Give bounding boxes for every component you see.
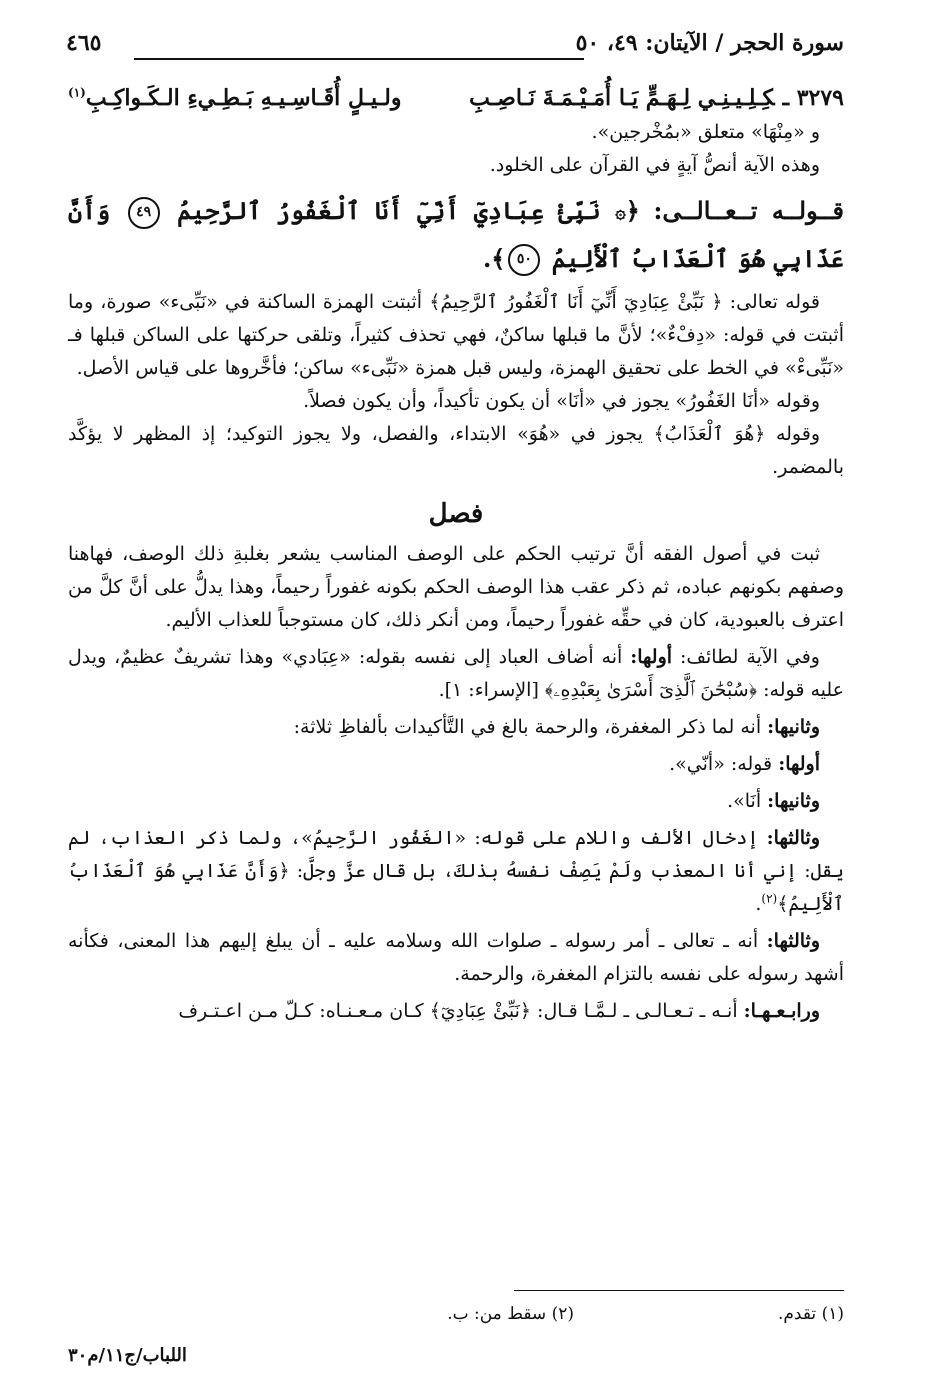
footnote-ref: (٢) (761, 891, 778, 906)
running-header (68, 28, 844, 68)
rub-el-hizb-icon: ۞ (615, 201, 626, 223)
paragraph: وقوله «أنَا الغَفُورُ» يجوز في «أنَا» أن يكون تأكيداً، وأن يكون فصلاً. (303, 389, 820, 412)
paragraph: وهذه الآية أنصُّ آيةٍ في القرآن على الخلود. (489, 154, 820, 176)
page-number: ٤٦٥ (66, 30, 102, 56)
quran-verse-49: نَبِّئْ عِبَادِيٓ أَنِّيٓ أَنَا ٱلْغَفُورُ ٱلرَّحِيمُ (177, 196, 601, 225)
book-page (66, 28, 845, 1366)
poetry-verse (68, 80, 844, 116)
paragraph: وثانيها: أنَا». (727, 789, 820, 812)
verse-number: ٣٢٧٩ ـ (782, 85, 844, 111)
paragraph: وفي الآية لطائف: أولها: أنه أضاف العباد إلى نفسه بقوله: «عِبَادي» وهذا تشريفٌ عظيمٌ، ويدل عليه قوله: ﴿سُبْحَٰنَ ٱلَّذِىٓ أَسْرَىٰ بِعَبْدِهِۦ﴾ [الإسراء: ١]. (68, 645, 844, 701)
ayah-number-50: ٥٠ (508, 244, 540, 276)
quran-verse-50: وَأَنَّ عَذَابِي هُوَ ٱلْعَذَابُ ٱلْأَلِيمُ (68, 196, 844, 273)
paragraph: ثبت في أصول الفقه أنَّ ترتيب الحكم على الوصف المناسب يشعر بغلبةِ ذلك الوصف، فهاهنا وصفهم بكونهم عباده، ثم ذكر عقب هذا الوصف الحكم بكونه غفوراً رحيماً، وهذا يدلُّ على أنَّ كلَّ من اعترف بالعبودية، كان في حقِّه غفوراً رحيماً، ومن أنكر ذلك، كان مستوجباً للعذاب الأليم. (68, 542, 844, 631)
paragraph: ورابـعـهـا: أنـه ـ تـعـالـى ـ لـمَّـا قـال: ﴿نَبِّئْ عِبَادِيٓ﴾ كـان مـعـنـاه: كـلّ مـن اعـتـرف (178, 999, 820, 1022)
footnote-separator (514, 1290, 844, 1291)
footnote-ref: (١) (68, 85, 86, 100)
verse-second-hemistich: ولـيـلٍ أُقَـاسِـيـهِ بَـطِـيءِ الـكَـواكِـبِ$^{(١)}$ (68, 85, 402, 111)
paragraph: وثالثها: أنه ـ تعالى ـ أمر رسوله ـ صلوات الله وسلامه عليه ـ أن يبلغ إليهم هذا المعنى، فكأنه أشهد رسوله على نفسه بالتزام المغفرة، والرحمة. (68, 929, 844, 985)
footnote-2: (٢) سقط من: ب. (447, 1304, 574, 1324)
quran-lead-label: قــولــه تــعــالــى: (653, 196, 845, 225)
paragraph: قوله تعالى: ﴿ نَبِّئْ عِبَادِيٓ أَنِّيٓ أَنَا ٱلْغَفُورُ ٱلرَّحِيمُ﴾ أثبتت الهمزة الساكنة في «نَبِّىء» صورة، وما أثبتت في قوله: «دِفْءٌ»؛ لأنَّ ما قبلها ساكنٌ، فهي تحذف كثيراً، وتلقى حركتها على الساكن قبلها فـ «نَبِّىءْ» في الخط على تحقيق الهمزة، وليس قبل همزة «نَبِّىء» ساكن؛ فأخَّروها على قياس الأصل. (68, 290, 844, 379)
ayah-number-49: ٤٩ (128, 197, 160, 229)
paragraph: وثانيها: أنه لما ذكر المغفرة، والرحمة بالغ في التَّأكيدات بألفاظِ ثلاثة: (293, 715, 820, 738)
printer-signature: اللباب/ج١١/م٣٠ (68, 1345, 187, 1366)
quran-citation: قــولــه تــعــالــى: ﴿۞ نَبِّئْ عِبَادِيٓ أَنِّيٓ أَنَا ٱلْغَفُورُ ٱلرَّحِيمُ ٤٩ وَأَنَّ عَذَابِي هُوَ ٱلْعَذَابُ ٱلْأَلِيمُ ٥٠﴾. (68, 188, 844, 282)
paragraph: أولها: قوله: «أنّي». (669, 752, 820, 775)
surah-title: سورة الحجر / الآيتان: ٤٩، ٥٠ (575, 30, 844, 56)
paragraph: وثالثها: إدخال الألف واللام على قوله: «الغَفُور الرَّحِيمُ»، ولما ذكر العذاب، لم يقل: إني أنا المعذب ولَمْ يَصِفْ نفسهُ بذلكَ، بل قال عزَّ وجلَّ: ﴿وَأَنَّ عَذَابِي هُوَ ٱلْعَذَابُ ٱلْأَلِيمُ﴾$^{(٢)}$. (68, 826, 844, 915)
verse-first-hemistich: ٣٢٧٩ ـكِـلِـيـنِـي لِـهَـمٍّ يَـا أُمَـيْـمَـةَ نَـاصِـبِ (469, 85, 844, 111)
paragraph: و «مِنْهَا» متعلق «بمُخْرجين». (591, 121, 820, 143)
page-body (68, 80, 844, 1028)
section-heading: فصل (428, 498, 484, 529)
footnote-1: (١) تقدم. (777, 1304, 844, 1324)
header-rule (134, 58, 584, 60)
paragraph: وقوله ﴿هُوَ ٱلْعَذَابُ﴾ يجوز في «هُوَ» الابتداء، والفصل، ولا يجوز التوكيد؛ إذ المظهر لا يؤكَّد بالمضمر. (68, 422, 844, 478)
